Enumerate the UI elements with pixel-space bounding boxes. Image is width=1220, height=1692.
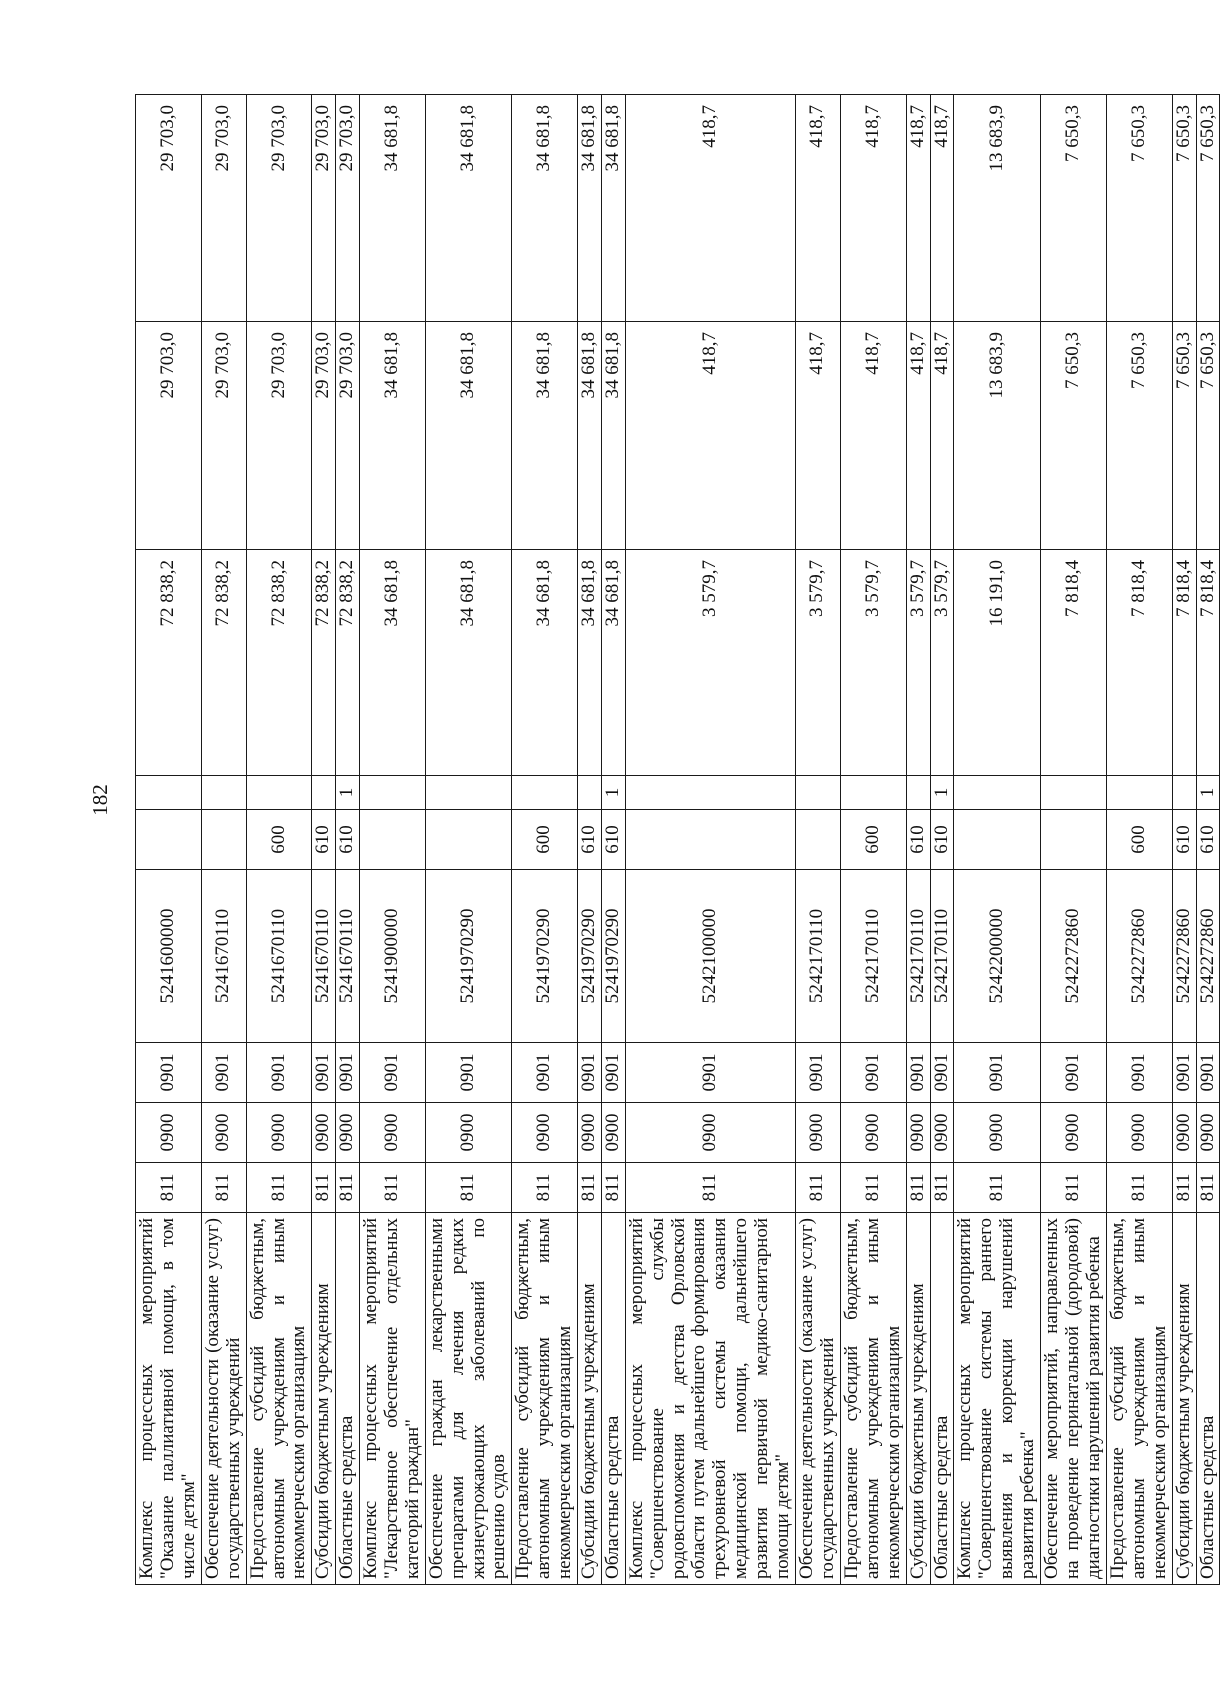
row-subsection: 0901 [425, 1043, 512, 1103]
row-amount-1: 3 579,7 [795, 550, 840, 776]
row-subsection: 0901 [1106, 1043, 1172, 1103]
row-subsection: 0901 [578, 1043, 602, 1103]
row-expense-type: 610 [578, 810, 602, 870]
row-target-article: 5242272860 [1196, 870, 1220, 1043]
row-name: Обеспечение деятельности (оказание услуг) государственных учреждений [795, 1213, 840, 1585]
row-amount-3: 34 681,8 [425, 95, 512, 322]
table-row [601, 95, 625, 1585]
row-target-article: 5241600000 [136, 870, 202, 1043]
row-code: 811 [930, 1163, 954, 1213]
row-amount-3: 13 683,9 [954, 95, 1041, 322]
row-target-article: 5242170110 [840, 870, 906, 1043]
row-target-article: 5241670110 [312, 870, 336, 1043]
row-target-article: 5241670110 [246, 870, 312, 1043]
row-code: 811 [246, 1163, 312, 1213]
row-name: Комплекс процессных мероприятий "Лекарственное обеспечение отдельных категорий граждан" [360, 1213, 426, 1585]
row-amount-3: 7 650,3 [1040, 95, 1106, 322]
row-code: 811 [425, 1163, 512, 1213]
row-name: Обеспечение деятельности (оказание услуг) государственных учреждений [201, 1213, 246, 1585]
row-code: 811 [201, 1163, 246, 1213]
row-source-mark [136, 776, 202, 810]
row-subsection: 0901 [795, 1043, 840, 1103]
row-subsection: 0901 [625, 1043, 795, 1103]
row-amount-3: 29 703,0 [336, 95, 360, 322]
row-name: Субсидии бюджетным учреждениям [1172, 1213, 1196, 1585]
row-amount-3: 29 703,0 [246, 95, 312, 322]
row-code: 811 [625, 1163, 795, 1213]
row-amount-2: 418,7 [906, 322, 930, 550]
row-expense-type: 610 [906, 810, 930, 870]
row-source-mark [906, 776, 930, 810]
table-row [625, 95, 795, 1585]
row-subsection: 0901 [930, 1043, 954, 1103]
row-amount-2: 34 681,8 [601, 322, 625, 550]
budget-table-body [136, 95, 1220, 1585]
row-name: Субсидии бюджетным учреждениям [578, 1213, 602, 1585]
row-amount-1: 3 579,7 [930, 550, 954, 776]
row-code: 811 [906, 1163, 930, 1213]
row-amount-3: 418,7 [906, 95, 930, 322]
row-subsection: 0901 [840, 1043, 906, 1103]
row-amount-2: 29 703,0 [136, 322, 202, 550]
row-code: 811 [1106, 1163, 1172, 1213]
row-amount-1: 3 579,7 [906, 550, 930, 776]
row-name: Субсидии бюджетным учреждениям [906, 1213, 930, 1585]
row-code: 811 [360, 1163, 426, 1213]
row-section: 0900 [1106, 1103, 1172, 1163]
row-section: 0900 [425, 1103, 512, 1163]
row-name: Комплекс процессных мероприятий "Совершенствование службы родовспоможения и детства Орловской области путем дальнейшего формирования трехуровневой системы оказания медицинской помощи, дальнейшего развития первичной медико-санитарной помощи детям" [625, 1213, 795, 1585]
table-row [840, 95, 906, 1585]
page-number: 182 [88, 784, 112, 816]
row-code: 811 [1196, 1163, 1220, 1213]
row-target-article: 5242170110 [930, 870, 954, 1043]
row-source-mark [1172, 776, 1196, 810]
row-amount-3: 29 703,0 [136, 95, 202, 322]
row-name: Обеспечение граждан лекарственными препаратами для лечения редких жизнеугрожающих заболеваний по решению судов [425, 1213, 512, 1585]
row-amount-3: 418,7 [795, 95, 840, 322]
row-target-article: 5241670110 [201, 870, 246, 1043]
row-expense-type [136, 810, 202, 870]
table-row [1106, 95, 1172, 1585]
row-code: 811 [578, 1163, 602, 1213]
row-amount-1: 16 191,0 [954, 550, 1041, 776]
row-target-article: 5242100000 [625, 870, 795, 1043]
row-amount-1: 72 838,2 [201, 550, 246, 776]
row-source-mark [425, 776, 512, 810]
row-amount-2: 7 650,3 [1196, 322, 1220, 550]
row-source-mark [1106, 776, 1172, 810]
row-target-article: 5242272860 [1040, 870, 1106, 1043]
row-section: 0900 [578, 1103, 602, 1163]
row-expense-type: 610 [312, 810, 336, 870]
row-amount-2: 418,7 [625, 322, 795, 550]
row-source-mark: 1 [930, 776, 954, 810]
row-amount-2: 34 681,8 [425, 322, 512, 550]
table-row [246, 95, 312, 1585]
row-name: Предоставление субсидий бюджетным, автономным учреждениям и иным некоммерческим организациям [1106, 1213, 1172, 1585]
row-code: 811 [795, 1163, 840, 1213]
row-source-mark [625, 776, 795, 810]
row-section: 0900 [930, 1103, 954, 1163]
row-amount-3: 7 650,3 [1106, 95, 1172, 322]
row-name: Обеспечение мероприятий, направленных на проведение перинатальной (дородовой) диагностики нарушений развития ребенка [1040, 1213, 1106, 1585]
row-amount-1: 7 818,4 [1196, 550, 1220, 776]
row-amount-1: 7 818,4 [1040, 550, 1106, 776]
row-subsection: 0901 [201, 1043, 246, 1103]
row-subsection: 0901 [1172, 1043, 1196, 1103]
row-source-mark [954, 776, 1041, 810]
row-code: 811 [312, 1163, 336, 1213]
row-amount-3: 34 681,8 [360, 95, 426, 322]
row-name: Комплекс процессных мероприятий "Совершенствование системы раннего выявления и коррекции нарушений развития ребенка" [954, 1213, 1041, 1585]
table-row [954, 95, 1041, 1585]
row-target-article: 5241900000 [360, 870, 426, 1043]
row-source-mark: 1 [336, 776, 360, 810]
row-amount-1: 34 681,8 [578, 550, 602, 776]
row-expense-type: 610 [930, 810, 954, 870]
row-source-mark [1040, 776, 1106, 810]
row-amount-2: 418,7 [795, 322, 840, 550]
row-target-article: 5241970290 [578, 870, 602, 1043]
row-expense-type [425, 810, 512, 870]
row-subsection: 0901 [601, 1043, 625, 1103]
row-expense-type: 600 [246, 810, 312, 870]
row-amount-3: 7 650,3 [1172, 95, 1196, 322]
row-expense-type: 600 [1106, 810, 1172, 870]
row-amount-2: 29 703,0 [246, 322, 312, 550]
row-code: 811 [601, 1163, 625, 1213]
row-section: 0900 [840, 1103, 906, 1163]
row-code: 811 [512, 1163, 578, 1213]
row-section: 0900 [512, 1103, 578, 1163]
row-name: Предоставление субсидий бюджетным, автономным учреждениям и иным некоммерческим организациям [246, 1213, 312, 1585]
row-name: Областные средства [601, 1213, 625, 1585]
table-row [1040, 95, 1106, 1585]
row-amount-3: 418,7 [625, 95, 795, 322]
row-source-mark: 1 [1196, 776, 1220, 810]
row-section: 0900 [1196, 1103, 1220, 1163]
row-amount-1: 3 579,7 [840, 550, 906, 776]
row-amount-1: 34 681,8 [360, 550, 426, 776]
row-name: Областные средства [930, 1213, 954, 1585]
row-code: 811 [1040, 1163, 1106, 1213]
row-amount-3: 34 681,8 [512, 95, 578, 322]
row-expense-type: 610 [336, 810, 360, 870]
row-code: 811 [840, 1163, 906, 1213]
table-row [795, 95, 840, 1585]
row-expense-type [625, 810, 795, 870]
row-code: 811 [136, 1163, 202, 1213]
table-row [512, 95, 578, 1585]
row-target-article: 5242272860 [1172, 870, 1196, 1043]
row-amount-2: 7 650,3 [1040, 322, 1106, 550]
row-amount-2: 29 703,0 [336, 322, 360, 550]
row-expense-type: 600 [512, 810, 578, 870]
row-subsection: 0901 [512, 1043, 578, 1103]
row-amount-1: 34 681,8 [425, 550, 512, 776]
row-amount-2: 7 650,3 [1106, 322, 1172, 550]
row-amount-3: 418,7 [930, 95, 954, 322]
row-source-mark [201, 776, 246, 810]
row-target-article: 5241970290 [425, 870, 512, 1043]
row-name: Предоставление субсидий бюджетным, автономным учреждениям и иным некоммерческим организациям [840, 1213, 906, 1585]
table-row [201, 95, 246, 1585]
row-section: 0900 [954, 1103, 1041, 1163]
row-source-mark [360, 776, 426, 810]
row-amount-1: 72 838,2 [246, 550, 312, 776]
row-amount-2: 29 703,0 [201, 322, 246, 550]
row-amount-3: 34 681,8 [578, 95, 602, 322]
row-amount-1: 72 838,2 [336, 550, 360, 776]
row-name: Областные средства [1196, 1213, 1220, 1585]
row-amount-1: 72 838,2 [312, 550, 336, 776]
row-amount-3: 29 703,0 [201, 95, 246, 322]
row-subsection: 0901 [906, 1043, 930, 1103]
row-source-mark [312, 776, 336, 810]
row-amount-1: 7 818,4 [1106, 550, 1172, 776]
row-expense-type: 610 [1172, 810, 1196, 870]
row-source-mark [512, 776, 578, 810]
table-row [1172, 95, 1196, 1585]
row-amount-1: 34 681,8 [512, 550, 578, 776]
row-section: 0900 [625, 1103, 795, 1163]
row-section: 0900 [601, 1103, 625, 1163]
row-expense-type [360, 810, 426, 870]
table-row [136, 95, 202, 1585]
row-amount-1: 3 579,7 [625, 550, 795, 776]
row-code: 811 [1172, 1163, 1196, 1213]
row-section: 0900 [201, 1103, 246, 1163]
row-target-article: 5242170110 [906, 870, 930, 1043]
row-section: 0900 [312, 1103, 336, 1163]
row-expense-type: 610 [601, 810, 625, 870]
row-expense-type [201, 810, 246, 870]
row-amount-2: 34 681,8 [360, 322, 426, 550]
table-row [906, 95, 930, 1585]
row-expense-type: 610 [1196, 810, 1220, 870]
row-name: Комплекс процессных мероприятий "Оказание паллиативной помощи, в том числе детям" [136, 1213, 202, 1585]
table-row [425, 95, 512, 1585]
row-section: 0900 [906, 1103, 930, 1163]
row-amount-2: 13 683,9 [954, 322, 1041, 550]
row-expense-type [1040, 810, 1106, 870]
row-subsection: 0901 [312, 1043, 336, 1103]
table-row [312, 95, 336, 1585]
row-amount-1: 7 818,4 [1172, 550, 1196, 776]
table-row [360, 95, 426, 1585]
row-subsection: 0901 [1196, 1043, 1220, 1103]
row-target-article: 5242170110 [795, 870, 840, 1043]
row-section: 0900 [246, 1103, 312, 1163]
row-amount-1: 72 838,2 [136, 550, 202, 776]
row-source-mark [795, 776, 840, 810]
row-code: 811 [954, 1163, 1041, 1213]
row-subsection: 0901 [136, 1043, 202, 1103]
row-section: 0900 [136, 1103, 202, 1163]
row-amount-1: 34 681,8 [601, 550, 625, 776]
table-row [578, 95, 602, 1585]
row-amount-3: 34 681,8 [601, 95, 625, 322]
row-source-mark [840, 776, 906, 810]
row-code: 811 [336, 1163, 360, 1213]
row-amount-2: 34 681,8 [578, 322, 602, 550]
row-amount-3: 29 703,0 [312, 95, 336, 322]
row-target-article: 5241970290 [601, 870, 625, 1043]
row-subsection: 0901 [360, 1043, 426, 1103]
row-section: 0900 [360, 1103, 426, 1163]
row-subsection: 0901 [954, 1043, 1041, 1103]
budget-table [135, 94, 1220, 1585]
row-name: Субсидии бюджетным учреждениям [312, 1213, 336, 1585]
table-row [336, 95, 360, 1585]
row-source-mark [246, 776, 312, 810]
table-row [930, 95, 954, 1585]
row-expense-type [954, 810, 1041, 870]
row-name: Предоставление субсидий бюджетным, автономным учреждениям и иным некоммерческим организациям [512, 1213, 578, 1585]
row-source-mark: 1 [601, 776, 625, 810]
table-row [1196, 95, 1220, 1585]
row-expense-type [795, 810, 840, 870]
row-section: 0900 [336, 1103, 360, 1163]
row-expense-type: 600 [840, 810, 906, 870]
row-amount-3: 418,7 [840, 95, 906, 322]
row-section: 0900 [1172, 1103, 1196, 1163]
row-amount-2: 418,7 [840, 322, 906, 550]
row-target-article: 5242272860 [1106, 870, 1172, 1043]
row-amount-3: 7 650,3 [1196, 95, 1220, 322]
row-amount-2: 34 681,8 [512, 322, 578, 550]
row-subsection: 0901 [246, 1043, 312, 1103]
row-amount-2: 29 703,0 [312, 322, 336, 550]
row-section: 0900 [795, 1103, 840, 1163]
rotated-page [135, 95, 1218, 1585]
row-target-article: 5242200000 [954, 870, 1041, 1043]
row-target-article: 5241970290 [512, 870, 578, 1043]
row-target-article: 5241670110 [336, 870, 360, 1043]
row-amount-2: 418,7 [930, 322, 954, 550]
row-source-mark [578, 776, 602, 810]
row-section: 0900 [1040, 1103, 1106, 1163]
row-subsection: 0901 [1040, 1043, 1106, 1103]
row-name: Областные средства [336, 1213, 360, 1585]
row-amount-2: 7 650,3 [1172, 322, 1196, 550]
row-subsection: 0901 [336, 1043, 360, 1103]
